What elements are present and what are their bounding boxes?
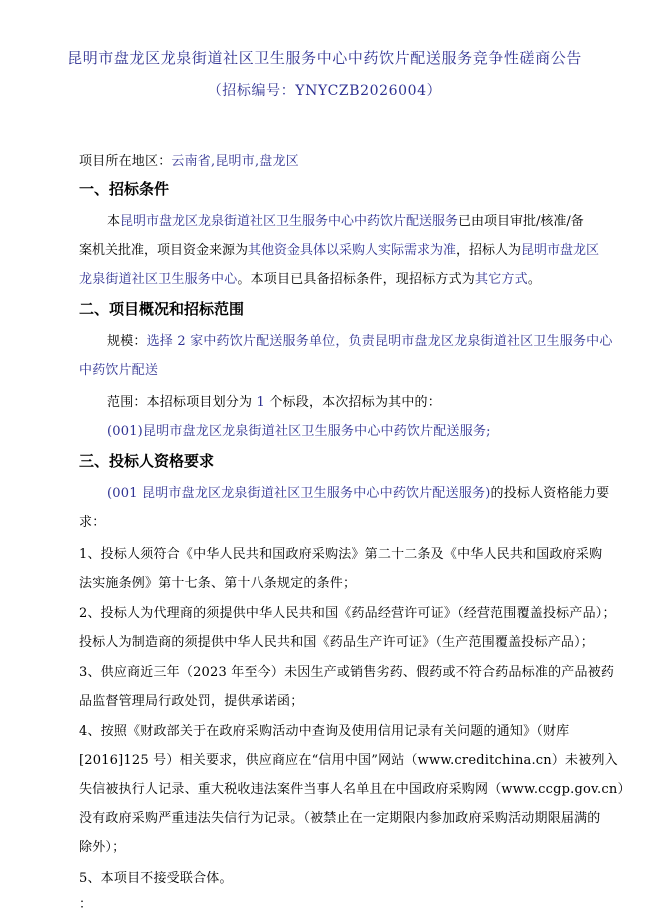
section-heading-overview: 二、项目概况和招标范围 (79, 300, 245, 318)
scope-line: 范围：本招标项目划分为 1 个标段，本次招标为其中的： (107, 395, 441, 410)
qualification-item-4-line-3: 失信被执行人记录、重大税收违法案件当事人名单且在中国政府采购网（www.ccgp.gov.cn） (79, 782, 631, 797)
qualification-item-4-line-4: 没有政府采购严重违法失信行为记录。（被禁止在一定期限内参加政府采购活动期限届满的 (79, 811, 601, 826)
qualification-item-4-line-2: [2016]125 号）相关要求，供应商应在“信用中国”网站（www.creditchina.cn）未被列入 (79, 753, 618, 768)
qualification-item-5: 5、本项目不接受联合体。 (79, 871, 233, 886)
qualification-item-1-line-1: 1、投标人须符合《中华人民共和国政府采购法》第二十二条及《中华人民共和国政府采购 (79, 547, 603, 562)
qualification-item-2-line-2: 投标人为制造商的须提供中华人民共和国《药品生产许可证》（生产范围覆盖投标产品）； (79, 635, 595, 650)
trailing-mark: ： (79, 897, 93, 912)
qualification-intro: (001 昆明市盘龙区龙泉街道社区卫生服务中心中药饮片配送服务)的投标人资格能力要 (107, 486, 610, 501)
tender-number: （招标编号：YNYCZB2026004） (207, 83, 442, 99)
page-title: 昆明市盘龙区龙泉街道社区卫生服务中心中药饮片配送服务竞争性磋商公告 (67, 49, 582, 67)
section-heading-conditions: 一、招标条件 (79, 180, 170, 198)
qualification-item-1-line-2: 法实施条例》第十七条、第十八条规定的条件； (79, 576, 357, 591)
project-region (79, 150, 299, 169)
qualification-item-4-line-1: 4、按照《财政部关于在政府采购活动中查询及使用信用记录有关问题的通知》（财库 (79, 724, 570, 739)
lot-item: (001)昆明市盘龙区龙泉街道社区卫生服务中心中药饮片配送服务; (107, 424, 491, 439)
qualification-item-4-line-5: 除外）； (79, 840, 126, 855)
region-label: 项目所在地区： (79, 154, 172, 169)
conditions-line-2: 案机关批准，项目资金来源为其他资金具体以采购人实际需求为准，招标人为昆明市盘龙区 (79, 243, 600, 258)
qualification-item-2-line-1: 2、投标人为代理商的须提供中华人民共和国《药品经营许可证》（经营范围覆盖投标产品）； (79, 606, 616, 621)
scale-line-1: 规模：选择 2 家中药饮片配送服务单位，负责昆明市盘龙区龙泉街道社区卫生服务中心 (107, 334, 613, 349)
section-heading-qualifications: 三、投标人资格要求 (79, 452, 215, 470)
region-value: 云南省,昆明市,盘龙区 (171, 154, 299, 169)
conditions-line-1: 本昆明市盘龙区龙泉街道社区卫生服务中心中药饮片配送服务已由项目审批/核准/备 (107, 214, 584, 229)
qualification-item-3-line-2: 品监督管理局行政处罚，提供承诺函； (79, 694, 304, 709)
qualification-item-3-line-1: 3、供应商近三年（2023 年至今）未因生产或销售劣药、假药或不符合药品标准的产品被药 (79, 665, 615, 680)
conditions-line-3: 龙泉街道社区卫生服务中心。本项目已具备招标条件，现招标方式为其它方式。 (79, 272, 542, 287)
qualification-intro-end: 求： (79, 515, 106, 530)
scale-line-2: 中药饮片配送 (79, 363, 159, 378)
